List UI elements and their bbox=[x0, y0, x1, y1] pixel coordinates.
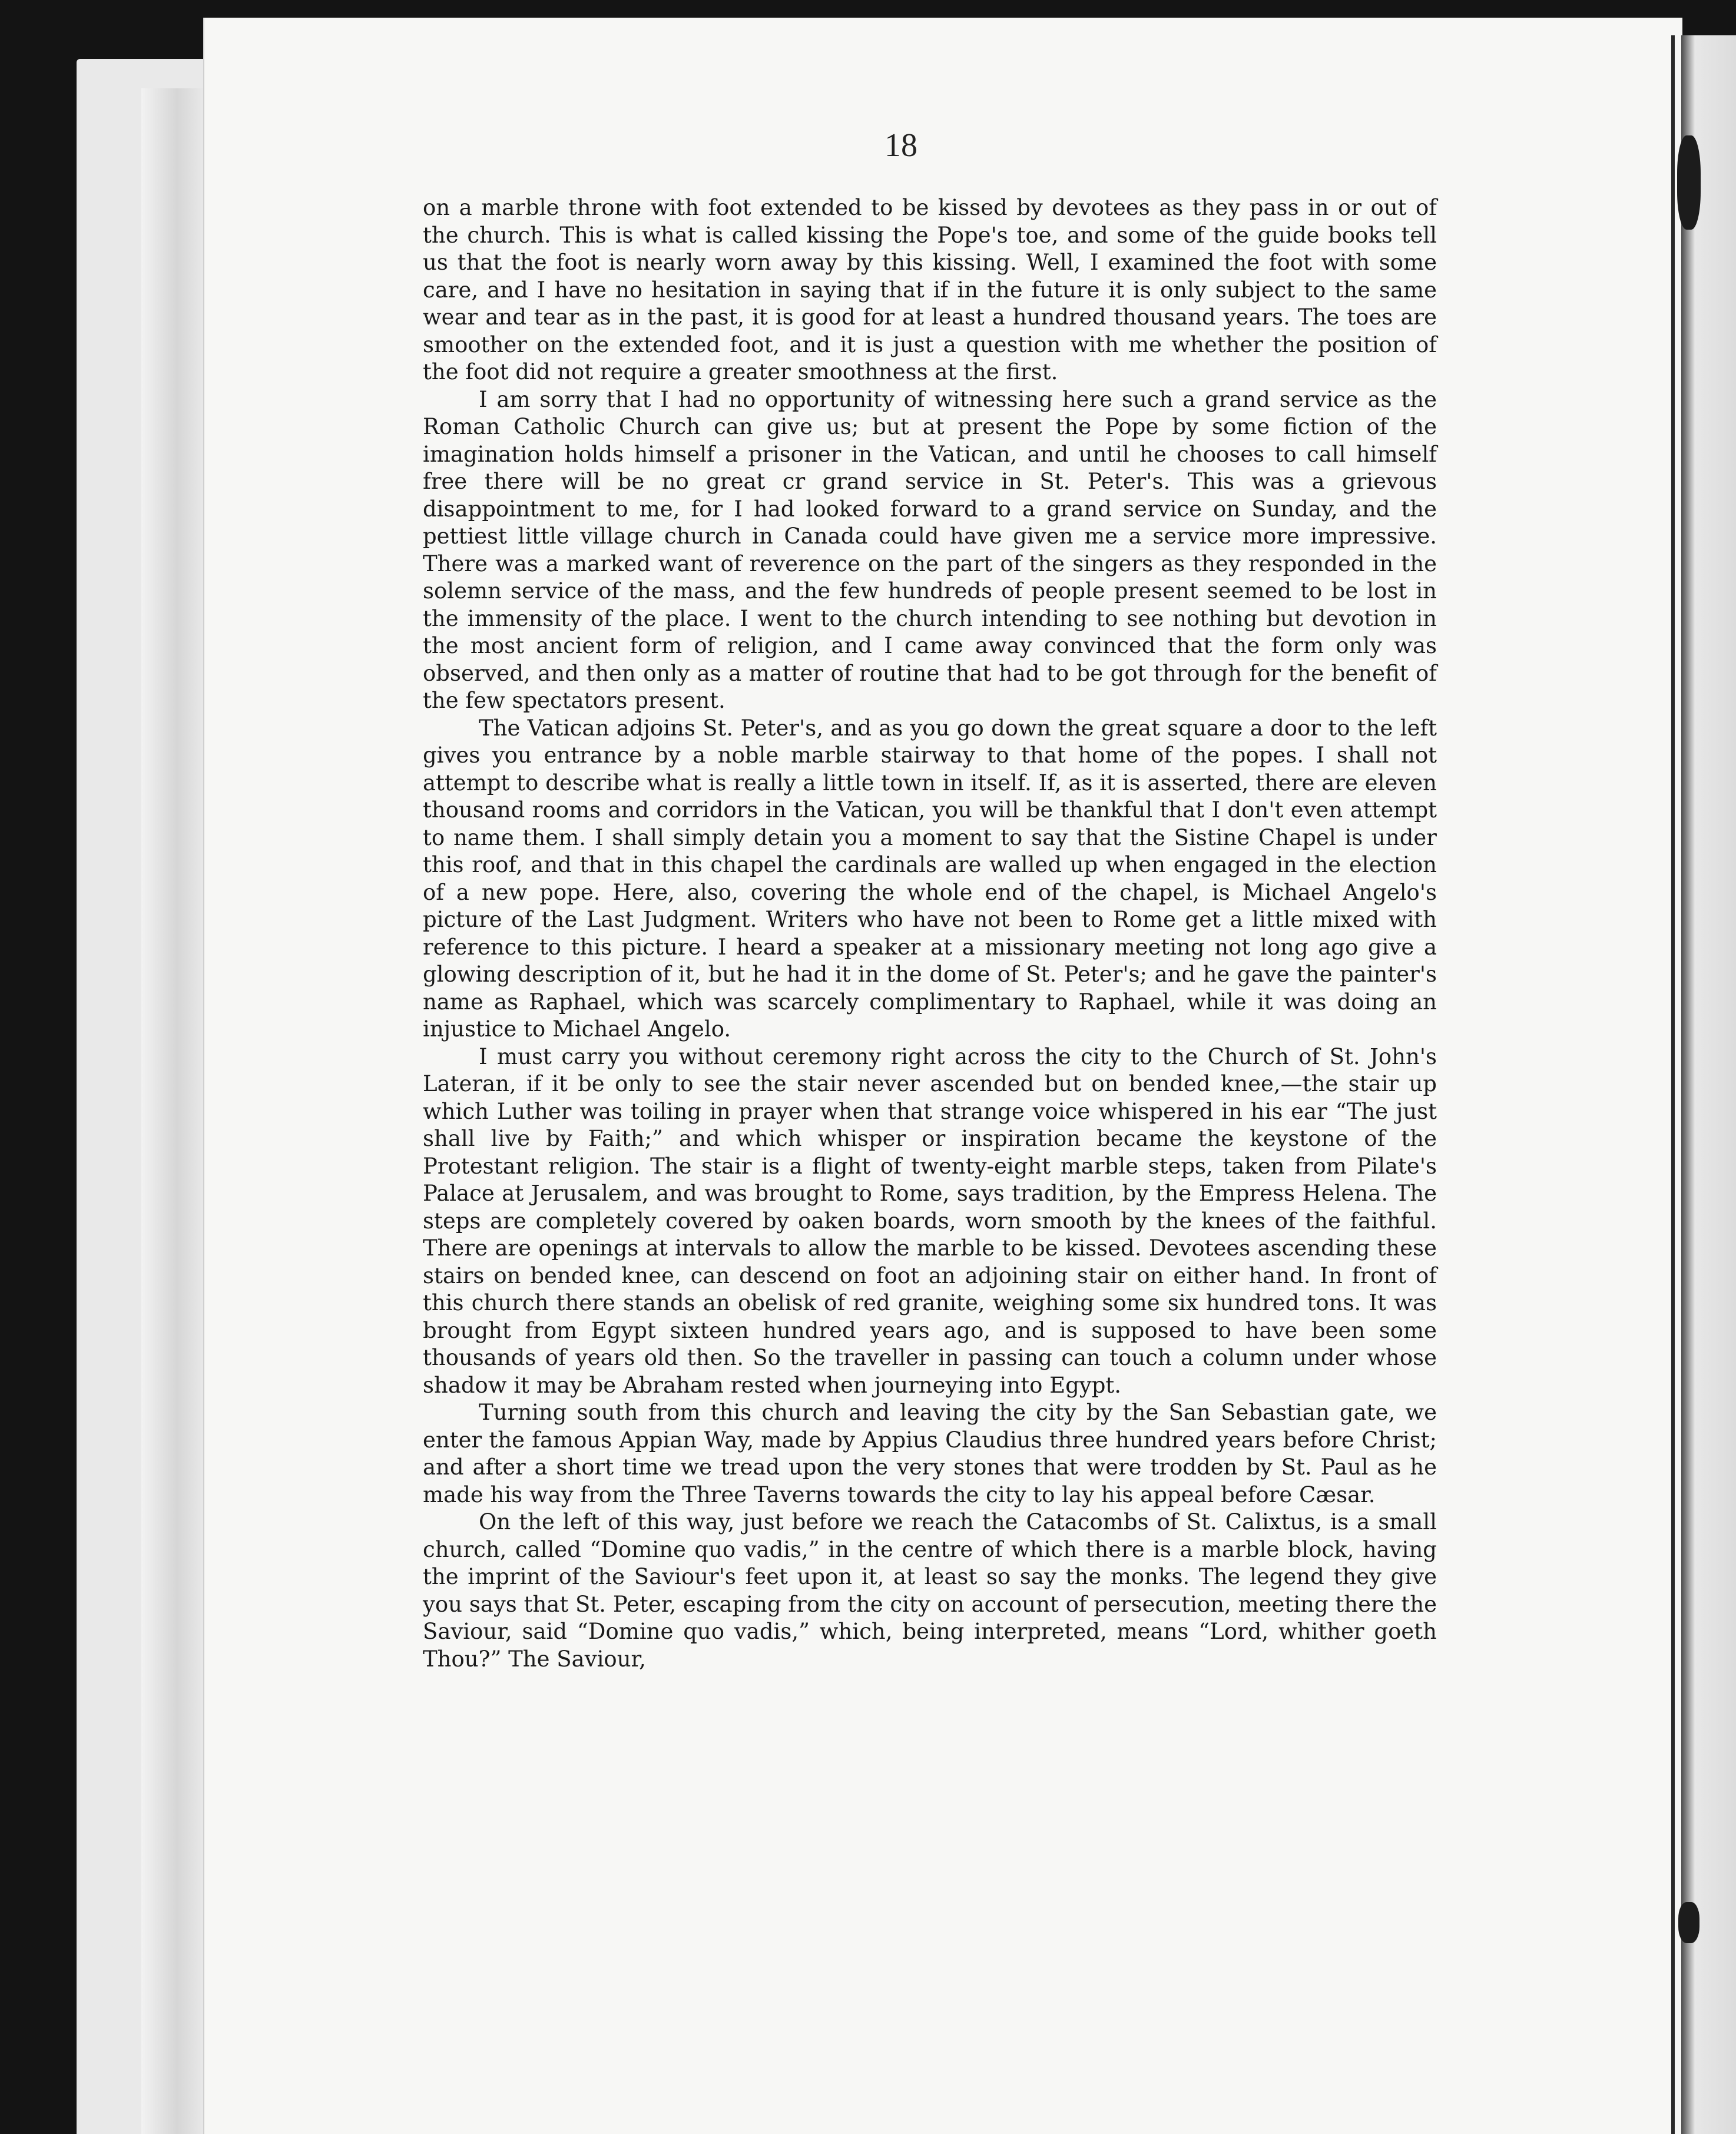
paragraph: I am sorry that I had no opportunity of witnessing here such a grand service as the Roman Catholic Church can give us; but at present the Pope by some fiction of the imagination holds himself a prisoner in the Vatican, and until he chooses to call himself free there will be no great cr grand service in St. Peter's. This was a grievous disappointment to me, for I had looked forward to a grand service on Sunday, and the pettiest little village church in Canada could have given me a service more impressive. There was a marked want of reverence on the part of the singers as they responded in the solemn service of the mass, and the few hundreds of people present seemed to be lost in the immensity of the place. I went to the church intending to see nothing but devotion in the most ancient form of religion, and I came away convinced that the form only was observed, and then only as a matter of routine that had to be got through for the benefit of the few spectators present. bbox=[423, 386, 1437, 713]
body-text bbox=[423, 194, 1437, 1673]
page-edge-stack bbox=[141, 88, 208, 2134]
torn-edge-mark bbox=[1678, 1902, 1699, 1943]
paragraph: On the left of this way, just before we reach the Catacombs of St. Calixtus, is a small church, called “Domine quo vadis,” in the centre of which there is a marble block, having the imprint of the Saviour's feet upon it, at least so say the monks. The legend they give you says that St. Peter, escaping from the city on account of persecution, meeting there the Saviour, said “Domine quo vadis,” which, being interpreted, means “Lord, whither goeth Thou?” The Saviour, bbox=[423, 1509, 1437, 1672]
paragraph: Turning south from this church and leaving the city by the San Sebastian gate, we enter the famous Appian Way, made by Appius Claudius three hundred years before Christ; and after a short time we tread upon the very stones that were trodden by St. Paul as he made his way from the Three Taverns towards the city to lay his appeal before Cæsar. bbox=[423, 1400, 1437, 1507]
paragraph: on a marble throne with foot extended to be kissed by devotees as they pass in or out of the church. This is what is called kissing the Pope's toe, and some of the guide books tell us that the foot is nearly worn away by this kissing. Well, I examined the foot with some care, and I have no hesitation in saying that if in the future it is only subject to the same wear and tear as in the past, it is good for at least a hundred thousand years. The toes are smoother on the extended foot, and it is just a question with me whether the position of the foot did not require a greater smoothness at the first. bbox=[423, 195, 1437, 385]
paragraph: I must carry you without ceremony right across the city to the Church of St. John's Lateran, if it be only to see the stair never ascended but on bended knee,—the stair up which Luther was toiling in prayer when that strange voice whispered in his ear “The just shall live by Faith;” and which whisper or inspiration became the keystone of the Protestant religion. The stair is a flight of twenty-eight marble steps, taken from Pilate's Palace at Jerusalem, and was brought to Rome, says tradition, by the Empress Helena. The steps are completely covered by oaken boards, worn smooth by the knees of the faithful. There are openings at intervals to allow the marble to be kissed. Devotees ascending these stairs on bended knee, can descend on foot an adjoining stair on either hand. In front of this church there stands an obelisk of red granite, weighing some six hundred tons. It was brought from Egypt sixteen hundred years ago, and is supposed to have been some thousands of years old then. So the traveller in passing can touch a column under whose shadow it may be Abraham rested when journeying into Egypt. bbox=[423, 1043, 1437, 1398]
torn-edge-mark bbox=[1677, 135, 1701, 230]
right-margin-strip bbox=[1681, 35, 1736, 2134]
page-number: 18 bbox=[884, 127, 917, 164]
binding-edge bbox=[1671, 35, 1675, 2134]
paragraph: The Vatican adjoins St. Peter's, and as you go down the great square a door to the left gives you entrance by a noble marble stairway to that home of the popes. I shall not attempt to describe what is really a little town in itself. If, as it is asserted, there are eleven thousand rooms and corridors in the Vatican, you will be thankful that I don't even attempt to name them. I shall simply detain you a moment to say that the Sistine Chapel is under this roof, and that in this chapel the cardinals are walled up when engaged in the election of a new pope. Here, also, covering the whole end of the chapel, is Michael Angelo's picture of the Last Judgment. Writers who have not been to Rome get a little mixed with reference to this picture. I heard a speaker at a missionary meeting not long ago give a glowing description of it, but he had it in the dome of St. Peter's; and he gave the painter's name as Raphael, which was scarcely complimentary to Raphael, while it was doing an injustice to Michael Angelo. bbox=[423, 715, 1437, 1042]
